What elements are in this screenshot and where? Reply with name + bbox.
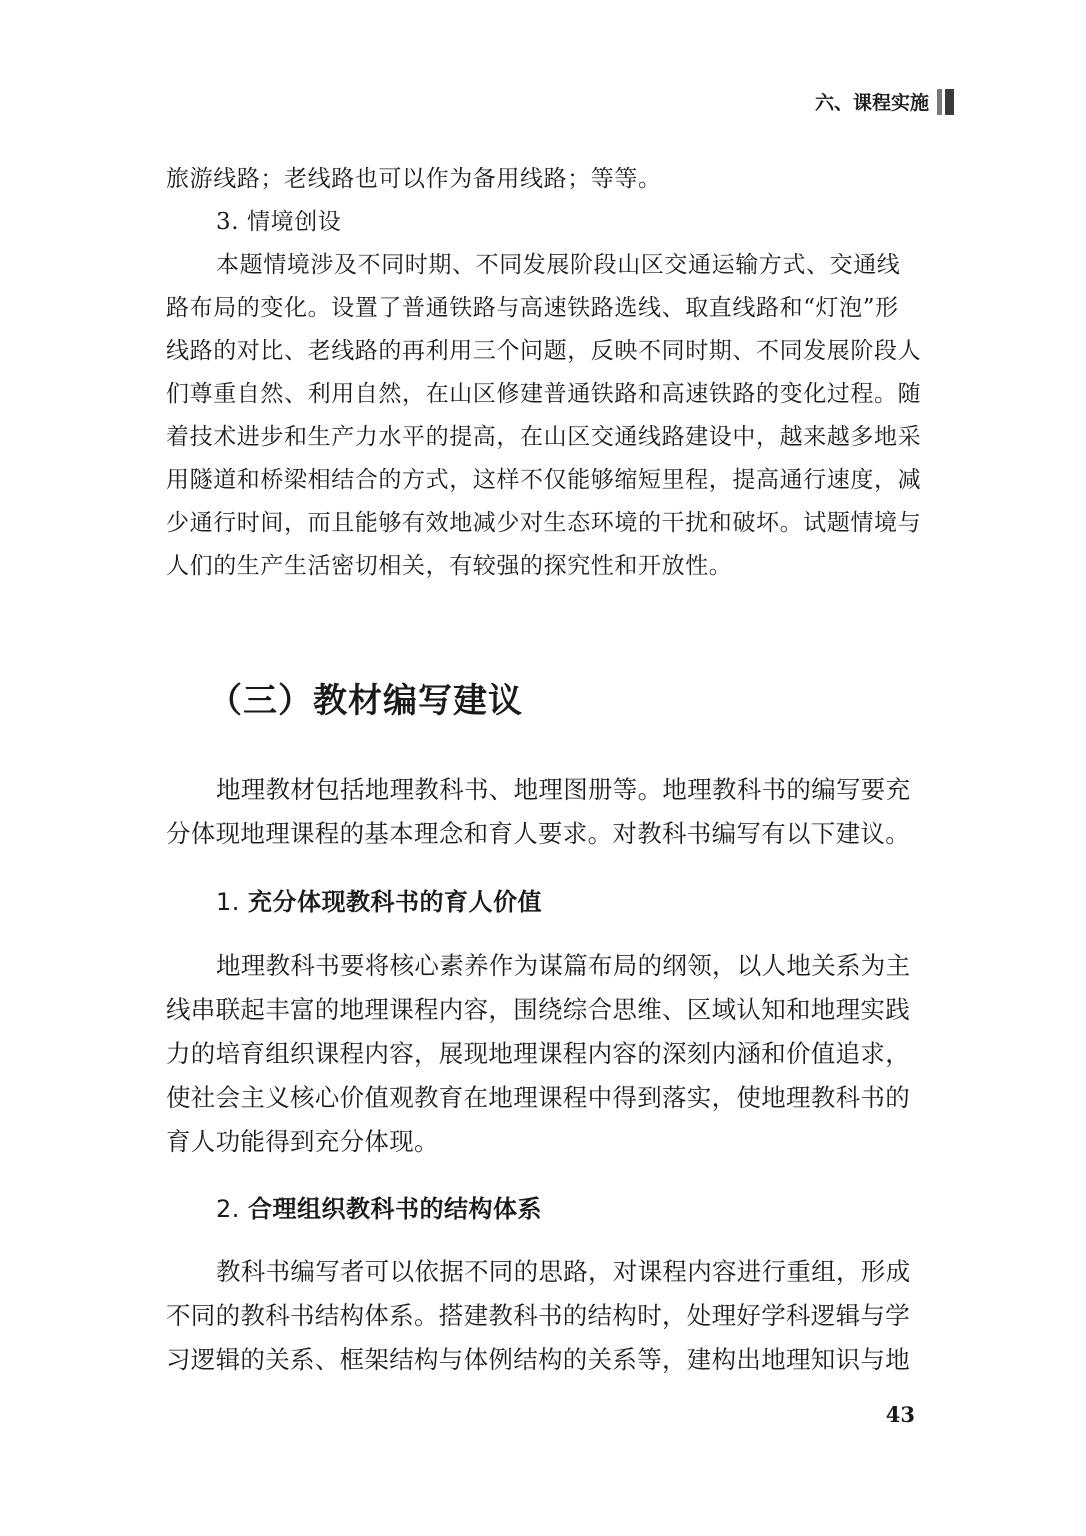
running-header-label: 六、课程实施 [814, 92, 929, 114]
item-1-number: 1. [216, 888, 240, 916]
header-bar-thick [945, 89, 954, 115]
item-2-number: 2. [216, 1195, 240, 1223]
item-1-paragraph: 地理教科书要将核心素养作为谋篇布局的纲领，以人地关系为主线串联起丰富的地理课程内容，围绕综合思维、区域认知和地理实践力的培育组织课程内容，展现地理课程内容的深刻内涵和价值追求，使社会主义核心价值观教育在地理课程中得到落实，使地理教科书的育人功能得到充分体现。 [166, 951, 911, 1156]
item-2-title: 合理组织教科书的结构体系 [248, 1195, 543, 1223]
item-1-title: 充分体现教科书的育人价值 [248, 888, 543, 916]
item-2-heading [216, 1189, 542, 1224]
section-intro-block [166, 768, 922, 856]
running-header [815, 88, 954, 115]
scenario-paragraph: 本题情境涉及不同时期、不同发展阶段山区交通运输方式、交通线路布局的变化。设置了普通铁路与高速铁路选线、取直线路和“灯泡”形线路的对比、老线路的再利用三个问题，反映不同时期、不同发展阶段人们尊重自然、利用自然，在山区修建普通铁路和高速铁路的变化过程。随着技术进步和生产力水平的提高，在山区交通线路建设中，越来越多地采用隧道和桥梁相结合的方式，这样不仅能够缩短里程，提高通行速度，减少通行时间，而且能够有效地减少对生态环境的干扰和破坏。试题情境与人们的生产生活密切相关，有较强的探究性和开放性。 [166, 252, 922, 579]
header-bar-thin [937, 89, 942, 115]
part1-block [166, 158, 922, 588]
item-2-block [166, 1250, 922, 1382]
section-title: （三）教材编写建议 [208, 681, 523, 721]
subheading-scenario: 3. 情境创设 [216, 209, 342, 235]
continuation-line: 旅游线路；老线路也可以作为备用线路；等等。 [166, 166, 662, 192]
section-intro-paragraph: 地理教材包括地理教科书、地理图册等。地理教科书的编写要充分体现地理课程的基本理念和育人要求。对教科书编写有以下建议。 [166, 775, 911, 848]
item-1-heading [216, 882, 542, 917]
item-2-paragraph: 教科书编写者可以依据不同的思路，对课程内容进行重组，形成不同的教科书结构体系。搭建教科书的结构时，处理好学科逻辑与学习逻辑的关系、框架结构与体例结构的关系等，建构出地理知识与地 [166, 1257, 911, 1374]
header-bars-decoration [937, 89, 954, 115]
item-1-block [166, 944, 922, 1164]
page-number: 43 [885, 1402, 915, 1427]
